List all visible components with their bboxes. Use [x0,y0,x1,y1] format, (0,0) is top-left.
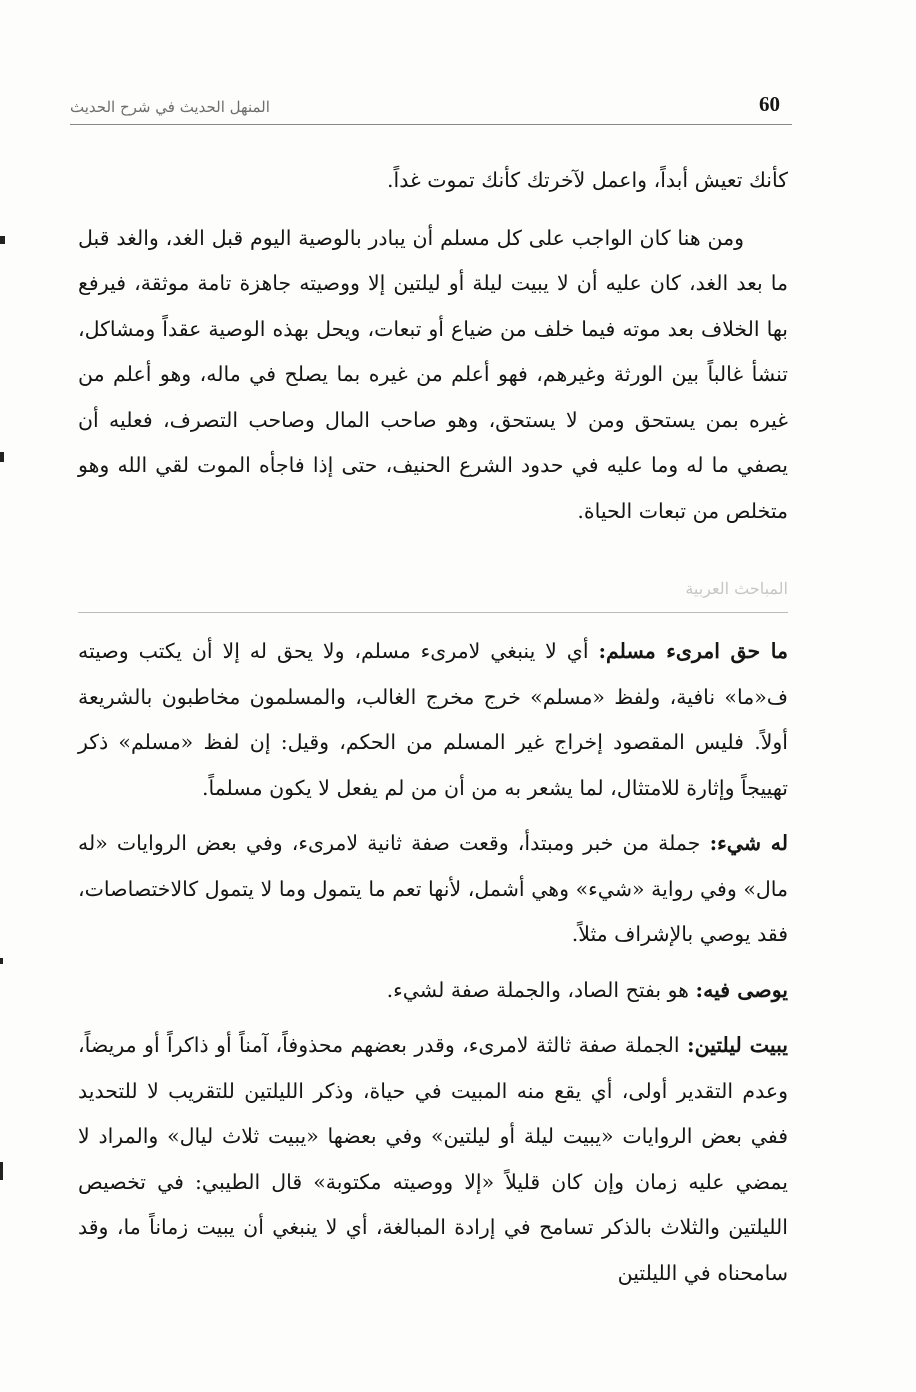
entry-term: ما حق امرىء مسلم: [598,639,788,663]
entry-text: أي لا ينبغي لامرىء مسلم، ولا يحق له إلا أن يكتب وصيته ف«ما» نافية، ولفظ «مسلم» خرج مخرج الغالب، والمسلمون مخاطبون بالشريعة أولاً. فليس المقصود إخراج غير المسلم من الحكم، وقيل: إن لفظ «مسلم» ذكر تهييجاً وإثارة للامتثال، لما يشعر به من أن من لم يفعل لا يكون مسلماً. [78,639,788,800]
page-header [70,88,792,125]
entry-paragraph [78,821,788,958]
paragraph: كأنك تعيش أبداً، واعمل لآخرتك كأنك تموت غداً. [387,168,788,192]
entry-paragraph [78,968,788,1014]
entry-text: هو بفتح الصاد، والجملة صفة لشيء. [386,977,696,1002]
running-title: المنهل الحديث في شرح الحديث [70,98,270,116]
entry-paragraph [78,629,788,811]
section-heading [78,560,788,613]
page-body [78,158,788,1296]
paragraph: ومن هنا كان الواجب على كل مسلم أن يبادر بالوصية اليوم قبل الغد، والغد قبل ما بعد الغد، كان عليه أن لا يبيت ليلة أو ليلتين إلا ووصيته جاهزة تامة موثقة، فيرفع بها الخلاف بعد موته فيما خلف من ضياع أو تبعات، ويحل بهذه الوصية عقداً ومشاكل، تنشأ غالباً بين الورثة وغيرهم، فهو أعلم من غيره بما يصلح في ماله، وهو أعلم من غيره بمن يستحق ومن لا يستحق، وهو صاحب المال وصاحب التصرف، فعليه أن يصفي ما له وما عليه في حدود الشرع الحنيف، حتى إذا فاجأه الموت لقي الله وهو متخلص من تبعات الحياة. [78,225,788,523]
scan-edge-mark [0,452,4,462]
page-number: 60 [759,92,780,116]
entry-term: يوصى فيه: [695,977,788,1002]
scan-edge-mark [0,958,3,964]
entry-text: جملة من خبر ومبتدأ، وقعت صفة ثانية لامرىء، وفي بعض الروايات «له مال» وفي رواية «شيء» وهي أشمل، لأنها تعم ما يتمول وما لا يتمول كالاختصاصات، فقد يوصي بالإشراف مثلاً. [78,831,788,946]
entry-paragraph [78,1023,788,1296]
scan-edge-mark [0,236,5,244]
section-title: المباحث العربية [685,579,788,598]
scan-edge-mark [0,1162,3,1180]
entry-term: يبيت ليلتين: [687,1033,788,1057]
entry-term: له شيء: [709,831,788,855]
entry-text: الجملة صفة ثالثة لامرىء، وقدر بعضهم محذوفاً، آمناً أو ذاكراً أو مريضاً، وعدم التقدير أولى، أي يقع منه المبيت في حياة، وذكر الليلتين للتقريب لا للتحديد ففي بعض الروايات «يبيت ليلة أو ليلتين» وفي بعضها «يبيت ثلاث ليال» والمراد لا يمضي عليه زمان وإن كان قليلاً «إلا ووصيته مكتوبة» قال الطيبي: في تخصيص الليلتين والثلاث بالذكر تسامح في إرادة المبالغة، أي لا ينبغي أن يبيت زماناً ما، وقد سامحناه في الليلتين [78,1033,788,1285]
